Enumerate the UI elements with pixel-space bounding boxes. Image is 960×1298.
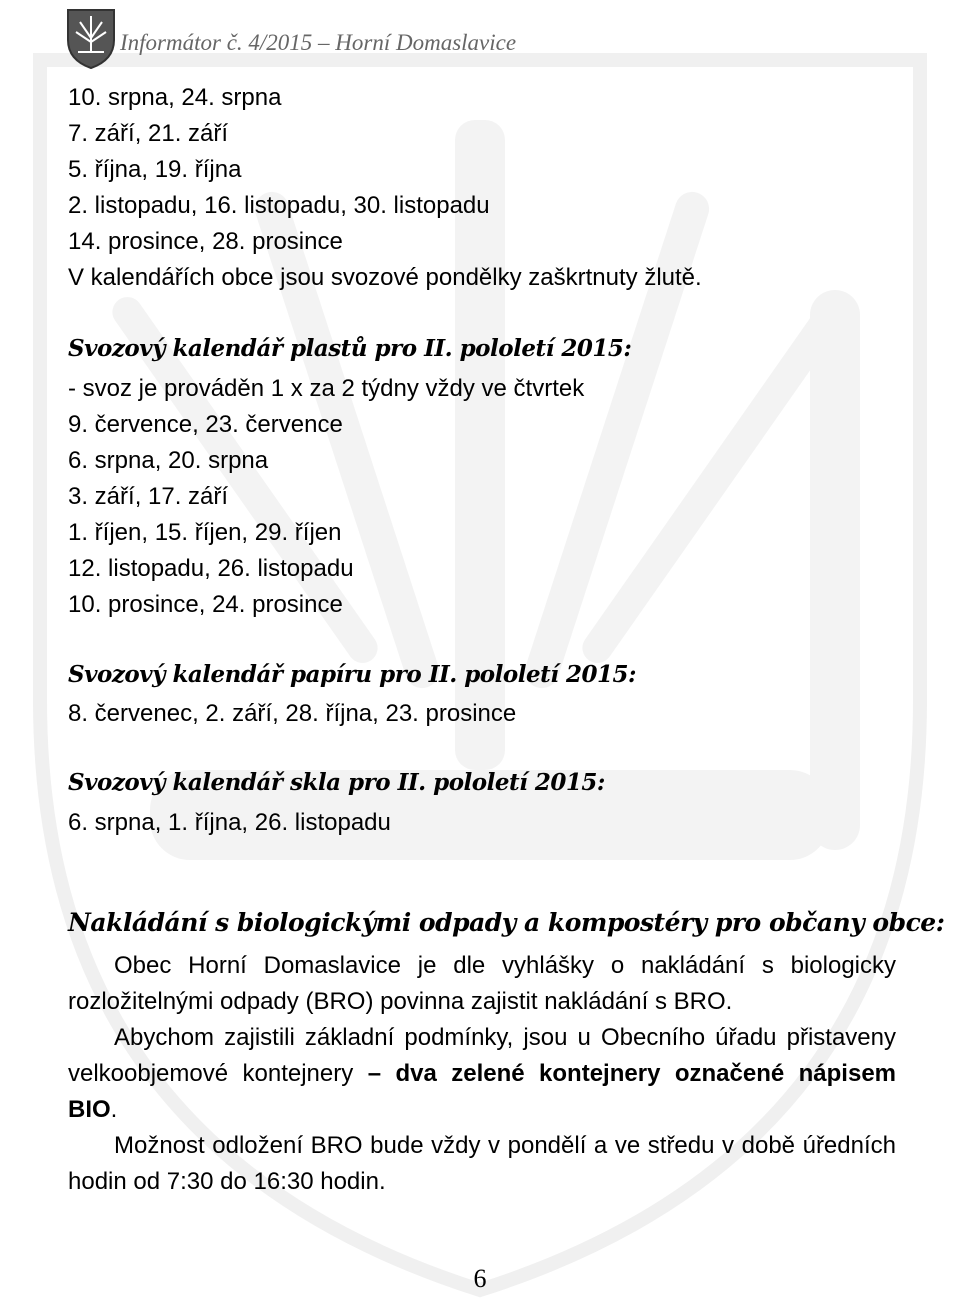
date-line: 10. srpna, 24. srpna	[68, 84, 282, 111]
section-heading-paper: Svozový kalendář papíru pro II. pololetí 2015:	[68, 661, 636, 688]
plastics-line: - svoz je prováděn 1 x za 2 týdny vždy ve čtvrtek	[68, 375, 585, 402]
date-line: 5. října, 19. října	[68, 156, 242, 183]
bio-paragraph-3: Možnost odložení BRO bude vždy v pondělí a ve středu v době úředních hodin od 7:30 do 16:30 hodin.	[68, 1132, 896, 1195]
date-line: 2. listopadu, 16. listopadu, 30. listopadu	[68, 192, 490, 219]
plastics-line: 3. září, 17. září	[68, 483, 229, 510]
section-heading-bio: Nakládání s biologickými odpady a kompostéry pro občany obce:	[68, 908, 945, 937]
glass-line: 6. srpna, 1. října, 26. listopadu	[68, 809, 391, 836]
bio-paragraph-2: Abychom zajistili základní podmínky, jsou u Obecního úřadu přistaveny velkoobjemové kontejnery – dva zelené kontejnery označené nápisem BIO.	[68, 1024, 897, 1123]
header-title: Informátor č. 4/2015 – Horní Domaslavice	[120, 30, 517, 55]
note-line: V kalendářích obce jsou svozové pondělky zaškrtnuty žlutě.	[68, 264, 702, 291]
plastics-line: 12. listopadu, 26. listopadu	[68, 555, 354, 582]
date-line: 14. prosince, 28. prosince	[68, 228, 343, 255]
coat-of-arms-logo	[66, 8, 116, 70]
section-heading-plastics: Svozový kalendář plastů pro II. pololetí 2015:	[68, 335, 632, 362]
plastics-line: 10. prosince, 24. prosince	[68, 591, 343, 618]
paper-line: 8. červenec, 2. září, 28. října, 23. prosince	[68, 700, 517, 727]
plastics-line: 1. říjen, 15. říjen, 29. říjen	[68, 519, 342, 546]
date-line: 7. září, 21. září	[68, 120, 229, 147]
plastics-line: 9. července, 23. července	[68, 411, 343, 438]
section-heading-glass: Svozový kalendář skla pro II. pololetí 2015:	[68, 769, 605, 796]
bio-paragraph-1: Obec Horní Domaslavice je dle vyhlášky o nakládání s biologicky rozložitelnými odpady (BRO) povinna zajistit nakládání s BRO.	[68, 952, 896, 1015]
plastics-line: 6. srpna, 20. srpna	[68, 447, 269, 474]
page-number: 6	[473, 1264, 487, 1293]
